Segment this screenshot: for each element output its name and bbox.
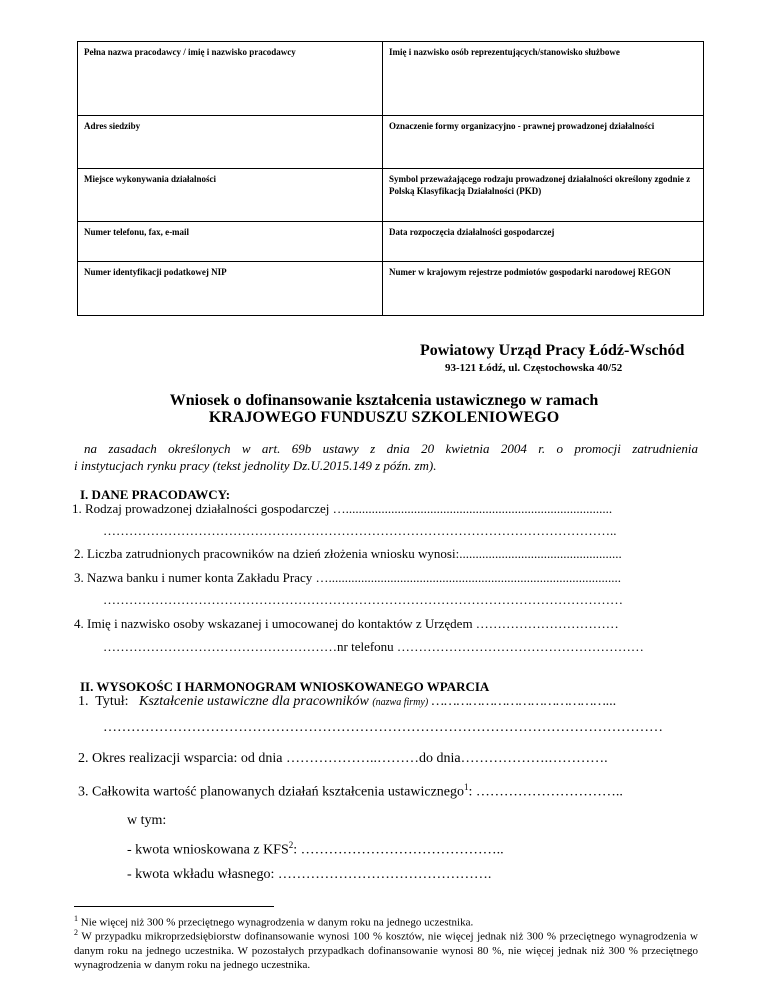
item1-firm-hint: (nazwa firmy)	[372, 697, 429, 708]
office-name: Powiatowy Urząd Pracy Łódź-Wschód	[420, 342, 685, 359]
section1-item3-dots[interactable]: …………………………………………………………………………………………………………	[103, 592, 623, 607]
employer-name-cell[interactable]: Pełna nazwa pracodawcy / imię i nazwisko pracodawcy	[78, 42, 383, 116]
section2-item2[interactable]: 2. Okres realizacji wsparcia: od dnia ………………..………do dnia……………….………….	[78, 751, 608, 766]
section1-item1[interactable]: 1. Rodzaj prowadzonej działalności gospodarczej …..................................................................................	[72, 501, 613, 516]
section1-item1-dots[interactable]: ………………………………………………………………………………………………………..	[103, 523, 617, 538]
footnote-1: $^1$ Nie więcej niż 300 % przeciętnego wynagrodzenia w danym roku na jednego uczestnika.	[74, 914, 474, 929]
office-address: 93-121 Łódź, ul. Częstochowska 40/52	[445, 362, 623, 374]
form-title-line2: KRAJOWEGO FUNDUSZU SZKOLENIOWEGO	[208, 409, 560, 426]
own-contribution[interactable]: - kwota wkładu własnego: ……………………………………….	[127, 867, 492, 882]
section2-item3[interactable]	[78, 782, 623, 801]
legal-basis-line2: i instytucjach rynku pracy (tekst jednolity Dz.U.2015.149 z późn. zm).	[74, 458, 437, 473]
item3-text: 3. Całkowita wartość planowanych działań kształcenia ustawicznego	[78, 784, 465, 800]
legal-form-cell[interactable]: Oznaczenie formy organizacyjno - prawnej prowadzonej działalności	[383, 116, 704, 169]
section1-item4-line2[interactable]: ………………………………………………nr telefonu …………………………………………………	[103, 639, 644, 654]
kfs-dots: : ……………………………………..	[293, 842, 504, 858]
representatives-cell[interactable]: Imię i nazwisko osób reprezentujących/stanowisko służbowe	[383, 42, 704, 116]
in-which-label: w tym:	[127, 813, 167, 828]
item1-title: Kształcenie ustawiczne dla pracowników	[139, 694, 369, 709]
kfs-amount[interactable]	[127, 840, 504, 859]
footnote-divider	[74, 906, 274, 907]
section1-item3[interactable]: 3. Nazwa banku i numer konta Zakładu Pracy …..........................................................................................	[74, 570, 622, 585]
footnote-ref-2: 2	[288, 840, 294, 850]
section2-heading: II. WYSOKOŚC I HARMONOGRAM WNIOSKOWANEGO WPARCIA	[80, 679, 490, 694]
kfs-text: - kwota wnioskowana z KFS	[127, 842, 289, 858]
legal-basis-line1: na zasadach określonych w art. 69b ustawy z dnia 20 kwietnia 2004 r. o promocji zatrudnienia	[84, 441, 698, 456]
item3-dots: : …………………………..	[468, 784, 623, 800]
footnote-2: $^2$ W przypadku mikroprzedsiębiorstw dofinansowanie wynosi 100 % kosztów, nie więcej jednak niż 300 % przeciętnego wynagrodzenia w danym roku na jednego uczestnika. W pozostałych przypadkach dofinansowanie wynosi 80 %, nie więcej jednak niż 300 % przeciętnego wynagrodzenia w danym roku na jednego uczestnika.	[74, 928, 698, 971]
employer-data-table	[77, 41, 704, 316]
item1-dots: ……………………………………...	[431, 694, 617, 709]
section2-item1-dots[interactable]: …………………………………………………………………………………………………………	[103, 720, 663, 735]
start-date-cell[interactable]: Data rozpoczęcia działalności gospodarczej	[383, 222, 704, 262]
footnote-ref-1: 1	[464, 782, 469, 792]
address-cell[interactable]: Adres siedziby	[78, 116, 383, 169]
form-title-line1: Wniosek o dofinansowanie kształcenia ustawicznego w ramach	[169, 392, 599, 409]
contact-cell[interactable]: Numer telefonu, fax, e-mail	[78, 222, 383, 262]
pkd-cell[interactable]: Symbol przeważającego rodzaju prowadzonej działalności określony zgodnie z Polską Klasyfikacją Działalności (PKD)	[383, 169, 704, 222]
section1-item2[interactable]: 2. Liczba zatrudnionych pracowników na dzień złożenia wniosku wynosi:..................................................	[74, 546, 622, 561]
item1-label: Tytuł:	[95, 694, 129, 709]
item1-number: 1.	[78, 694, 89, 709]
nip-cell[interactable]: Numer identyfikacji podatkowej NIP	[78, 262, 383, 316]
section1-heading: I. DANE PRACODAWCY:	[80, 487, 231, 502]
section2-item1[interactable]	[78, 694, 616, 710]
regon-cell[interactable]: Numer w krajowym rejestrze podmiotów gospodarki narodowej REGON	[383, 262, 704, 316]
place-of-activity-cell[interactable]: Miejsce wykonywania działalności	[78, 169, 383, 222]
section1-item4[interactable]: 4. Imię i nazwisko osoby wskazanej i umocowanej do kontaktów z Urzędem ……………………………	[74, 616, 619, 631]
